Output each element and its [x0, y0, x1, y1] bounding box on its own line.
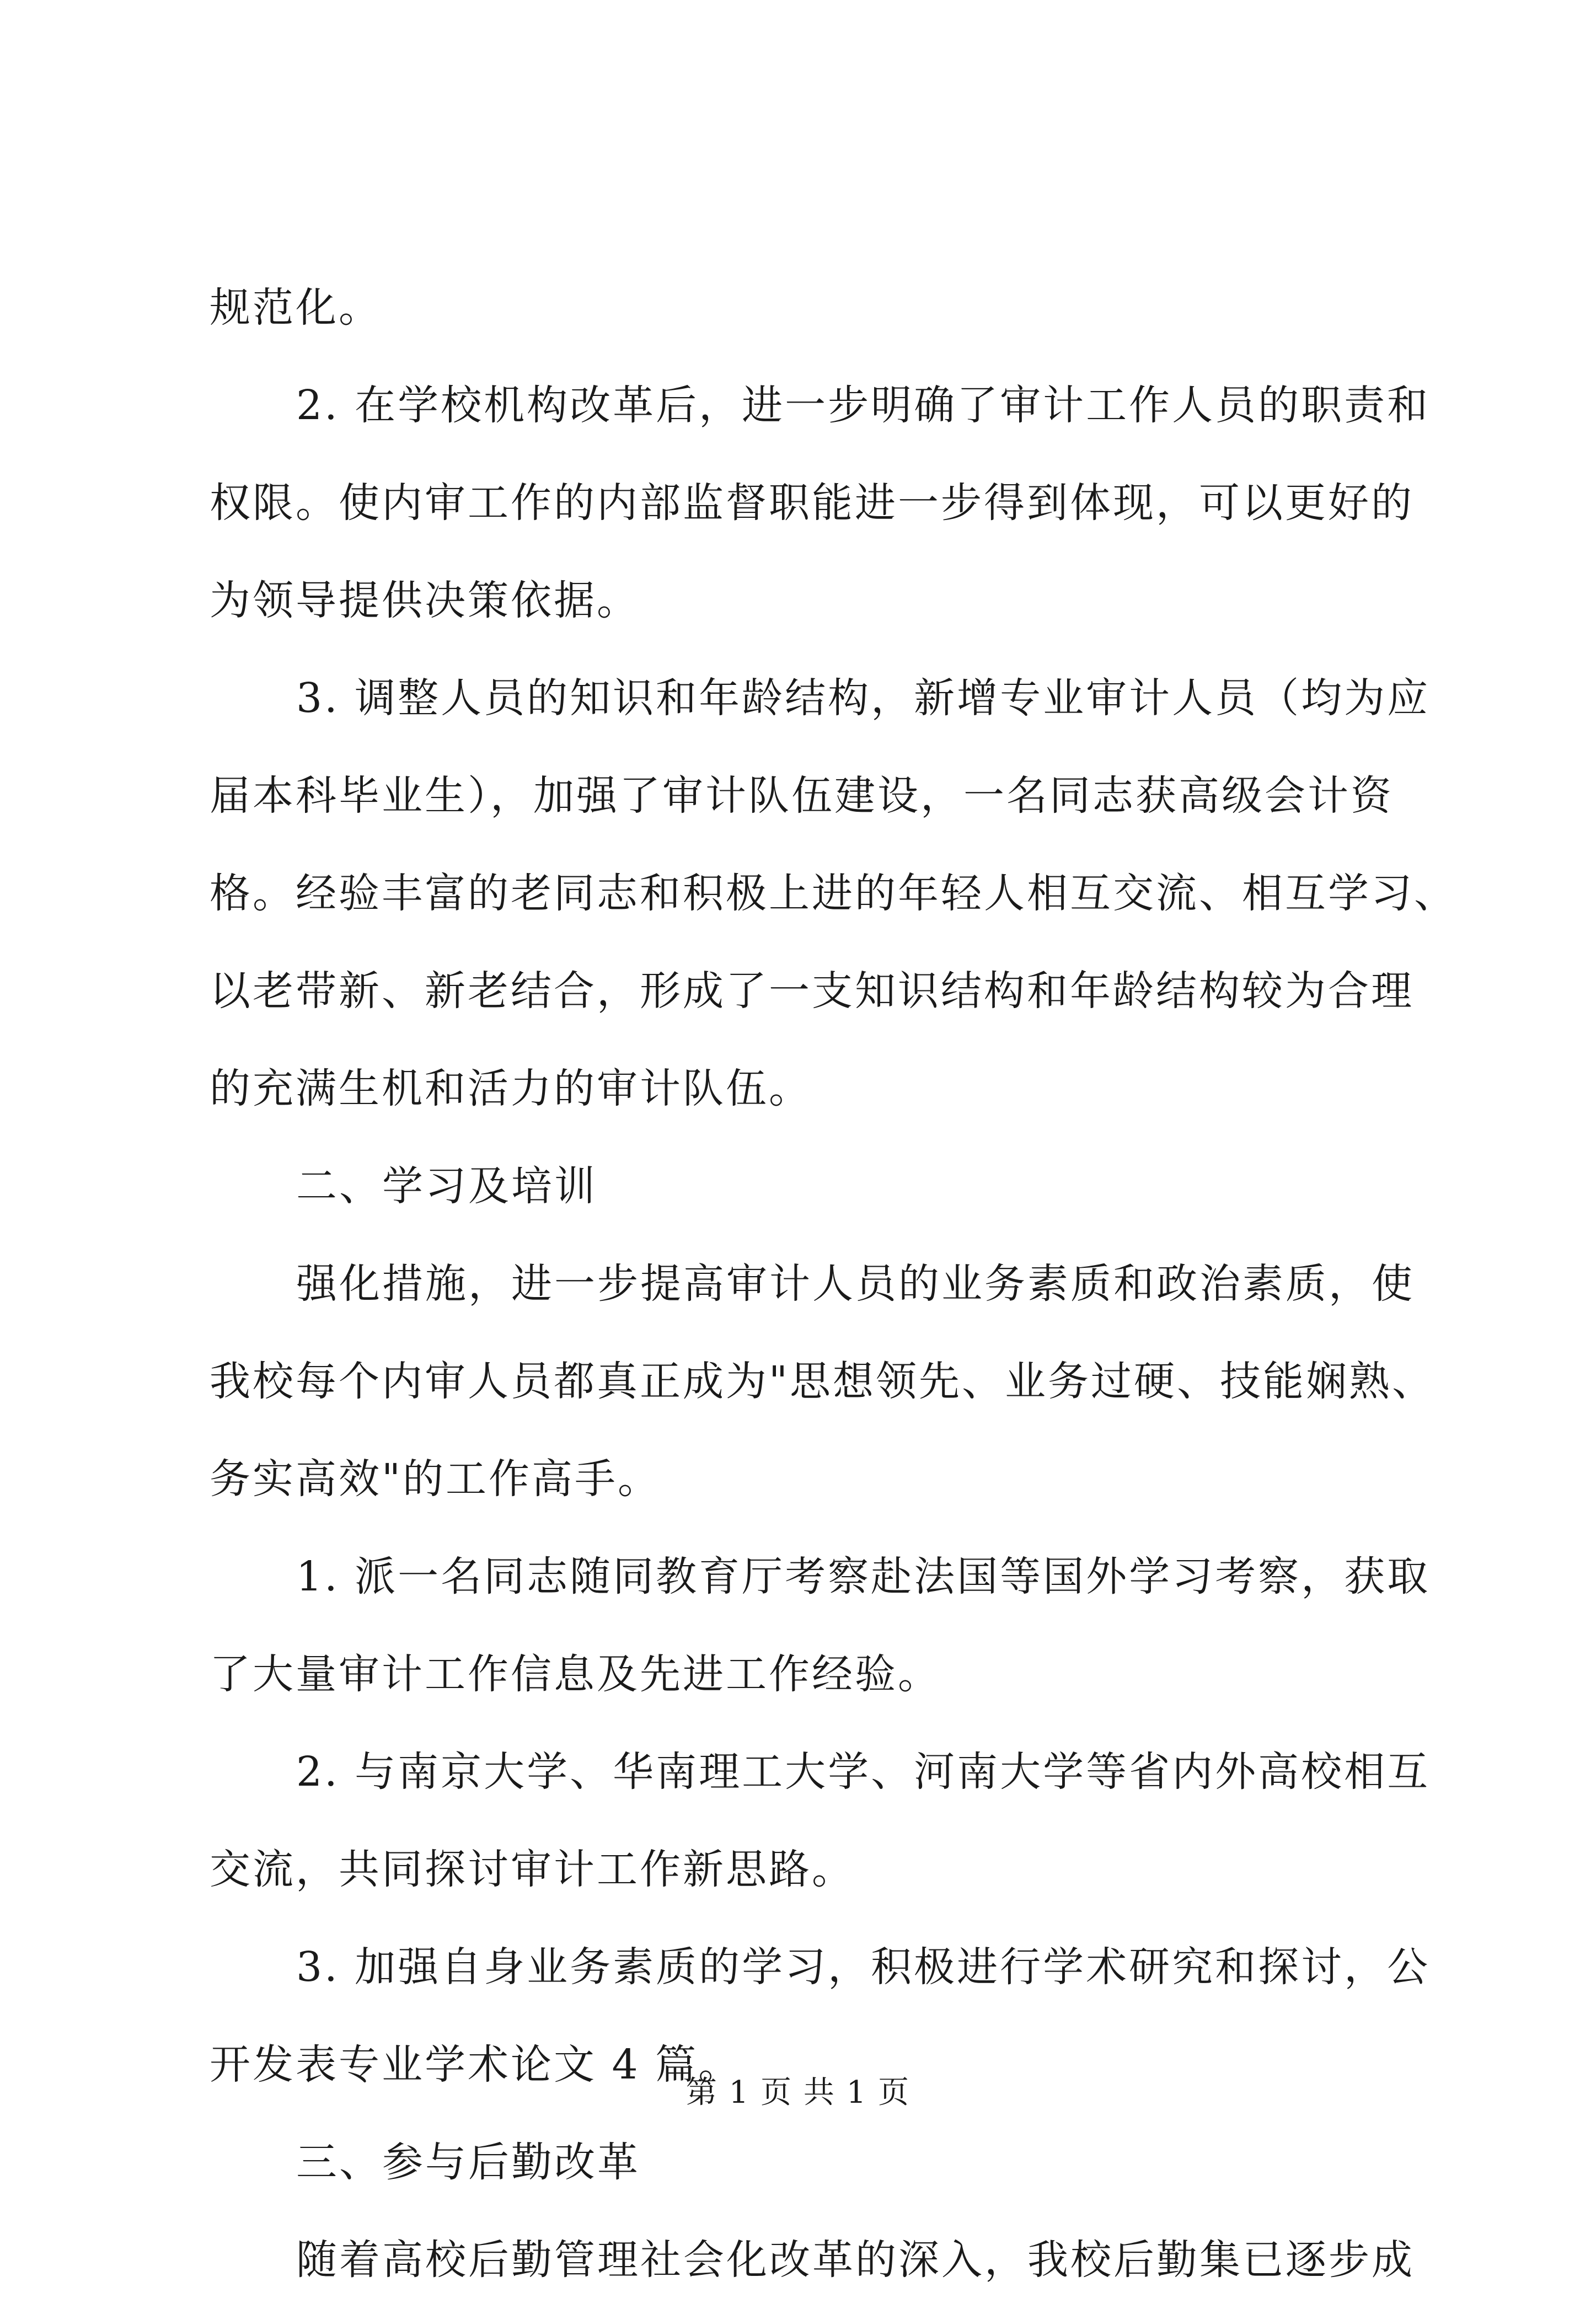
- text-line: 届本科毕业生），加强了审计队伍建设，一名同志获高级会计资: [210, 772, 1394, 819]
- section-heading-study-training: 二、学习及培训: [296, 1162, 597, 1210]
- text-line: 我校每个内审人员都真正成为"思想领先、业务过硬、技能娴熟、: [210, 1358, 1436, 1405]
- text-line: 开发表专业学术论文 4 篇。: [210, 2041, 742, 2088]
- paragraph-intro: 强化措施，进一步提高审计人员的业务素质和政治素质，使: [296, 1260, 1415, 1308]
- text-line: 为领导提供决策依据。: [210, 577, 640, 624]
- paragraph-item-1: 1. 派一名同志随同教育厅考察赴法国等国外学习考察，获取: [296, 1553, 1431, 1600]
- text-line: 务实高效"的工作高手。: [210, 1455, 661, 1503]
- page-number-label: 第 1 页 共 1 页: [685, 2075, 911, 2110]
- paragraph-item-3: 3. 加强自身业务素质的学习，积极进行学术研究和探讨，公: [296, 1943, 1431, 1991]
- page-footer: [0, 2071, 1596, 2115]
- document-body: [210, 259, 1457, 2309]
- paragraph-item-2: 2. 与南京大学、华南理工大学、河南大学等省内外高校相互: [296, 1748, 1431, 1796]
- text-line: 格。经验丰富的老同志和积极上进的年轻人相互交流、相互学习、: [210, 870, 1457, 917]
- text-line: 以老带新、新老结合，形成了一支知识结构和年龄结构较为合理: [210, 967, 1414, 1015]
- text-line: 规范化。: [210, 284, 382, 331]
- text-line: 的充满生机和活力的审计队伍。: [210, 1065, 812, 1112]
- paragraph-intro: 随着高校后勤管理社会化改革的深入，我校后勤集已逐步成: [296, 2236, 1415, 2284]
- section-heading-logistics-reform: 三、参与后勤改革: [296, 2139, 640, 2186]
- paragraph-item-3: 3. 调整人员的知识和年龄结构，新增专业审计人员（均为应: [296, 674, 1431, 722]
- text-line: 权限。使内审工作的内部监督职能进一步得到体现，可以更好的: [210, 479, 1414, 527]
- text-line: 了大量审计工作信息及先进工作经验。: [210, 1651, 941, 1698]
- paragraph-item-2: 2. 在学校机构改革后，进一步明确了审计工作人员的职责和: [296, 382, 1431, 429]
- text-line: 交流，共同探讨审计工作新思路。: [210, 1846, 855, 1893]
